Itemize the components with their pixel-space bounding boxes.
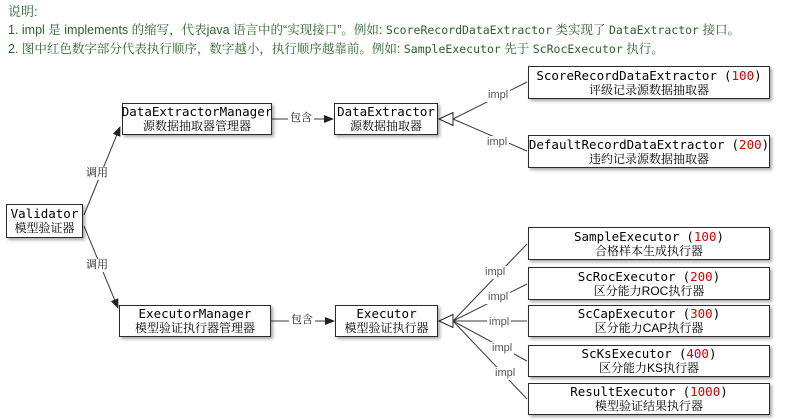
edge-label-call-top: 调用 bbox=[86, 167, 108, 179]
class-name: SampleExecutor bbox=[574, 228, 680, 244]
note-line-1: 1. impl 是 implements 的缩写，代表java 语言中的“实现接口”。例如: ScoreRecordDataExtractor 类实现了 DataExtractor 接口。 bbox=[8, 23, 740, 37]
node-data-extractor bbox=[334, 103, 438, 135]
node-sccap-executor: ScCapExecutor (300) 区分能力CAP执行器 bbox=[528, 305, 770, 337]
code-token: SampleExecutor bbox=[403, 42, 501, 56]
edge-label-contain-bottom: 包含 bbox=[291, 314, 313, 326]
exec-order: 400 bbox=[686, 346, 709, 361]
exec-order: 100 bbox=[731, 67, 755, 83]
hollow-arrowhead-icon bbox=[439, 315, 453, 328]
class-name: DataExtractor bbox=[337, 104, 435, 119]
class-label: 评级记录源数据抽取器 bbox=[588, 82, 709, 97]
edge-impl-sample bbox=[453, 244, 527, 321]
note-line-2: 2. 图中红色数字部分代表执行顺序，数字越小，执行顺序越靠前。例如: SampleExecutor 先于 ScRocExecutor 执行。 bbox=[8, 42, 664, 56]
edge-label-call-bottom: 调用 bbox=[86, 259, 108, 271]
hollow-arrowhead-icon bbox=[439, 113, 453, 126]
exec-order: 200 bbox=[739, 136, 762, 152]
node-executor-manager bbox=[119, 305, 271, 337]
notes-block bbox=[8, 2, 740, 59]
class-label: 模型验证执行器 bbox=[344, 321, 429, 335]
class-name: ScKsExecutor bbox=[581, 346, 672, 361]
edge-label-impl: impl bbox=[489, 316, 510, 328]
class-name: ScoreRecordDataExtractor bbox=[536, 67, 717, 83]
class-label: 模型验证执行器管理器 bbox=[134, 321, 255, 335]
edge-label-contain-top: 包含 bbox=[290, 112, 312, 124]
class-label: 区分能力CAP执行器 bbox=[594, 321, 704, 335]
class-label: 区分能力KS执行器 bbox=[598, 361, 699, 375]
class-label: 源数据抽取器管理器 bbox=[142, 119, 251, 133]
class-label: 模型验证器 bbox=[14, 221, 75, 235]
edge-impl-result bbox=[453, 321, 527, 399]
class-name: ResultExecutor bbox=[570, 384, 676, 399]
node-validator bbox=[6, 204, 83, 238]
code-token: DataExtractor bbox=[608, 23, 699, 37]
code-token: ScoreRecordDataExtractor bbox=[385, 23, 552, 37]
edge-label-impl: impl bbox=[488, 89, 509, 101]
class-label: 区分能力ROC执行器 bbox=[593, 283, 705, 298]
node-scks-executor: ScKsExecutor (400) 区分能力KS执行器 bbox=[528, 345, 770, 377]
edge-label-impl: impl bbox=[488, 291, 509, 303]
class-name: ScCapExecutor bbox=[577, 306, 676, 321]
edge-label-impl: impl bbox=[487, 136, 508, 148]
class-label: 违约记录源数据抽取器 bbox=[588, 151, 709, 166]
class-name: DataExtractorManager bbox=[121, 104, 273, 119]
node-sample-executor: SampleExecutor (100) 合格样本生成执行器 bbox=[528, 227, 770, 260]
node-score-record-data-extractor: ScoreRecordDataExtractor (100) 评级记录源数据抽取器 bbox=[528, 66, 770, 99]
class-label: 模型验证结果执行器 bbox=[594, 399, 703, 413]
class-name: Executor bbox=[356, 306, 417, 321]
exec-order: 200 bbox=[690, 268, 713, 284]
node-executor bbox=[335, 305, 438, 337]
edge-label-impl: impl bbox=[492, 342, 513, 354]
class-label: 源数据抽取器 bbox=[349, 119, 422, 133]
exec-order: 100 bbox=[693, 228, 717, 244]
exec-order: 1000 bbox=[690, 384, 721, 399]
node-result-executor: ResultExecutor (1000) 模型验证结果执行器 bbox=[528, 383, 770, 415]
edge-label-impl: impl bbox=[485, 266, 506, 278]
edge-label-impl: impl bbox=[495, 367, 516, 379]
class-name: DefaultRecordDataExtractor bbox=[528, 136, 725, 152]
class-name: ScRocExecutor bbox=[577, 268, 676, 284]
code-token: ScRocExecutor bbox=[532, 42, 623, 56]
node-scroc-executor: ScRocExecutor (200) 区分能力ROC执行器 bbox=[528, 267, 770, 300]
exec-order: 300 bbox=[690, 306, 713, 321]
class-name: ExecutorManager bbox=[138, 306, 252, 321]
class-label: 合格样本生成执行器 bbox=[594, 243, 703, 258]
class-name: Validator bbox=[10, 206, 79, 221]
notes-heading: 说明: bbox=[8, 4, 38, 19]
node-default-record-data-extractor: DefaultRecordDataExtractor (200) 违约记录源数据抽取器 bbox=[528, 135, 770, 168]
node-data-extractor-manager bbox=[122, 103, 272, 135]
